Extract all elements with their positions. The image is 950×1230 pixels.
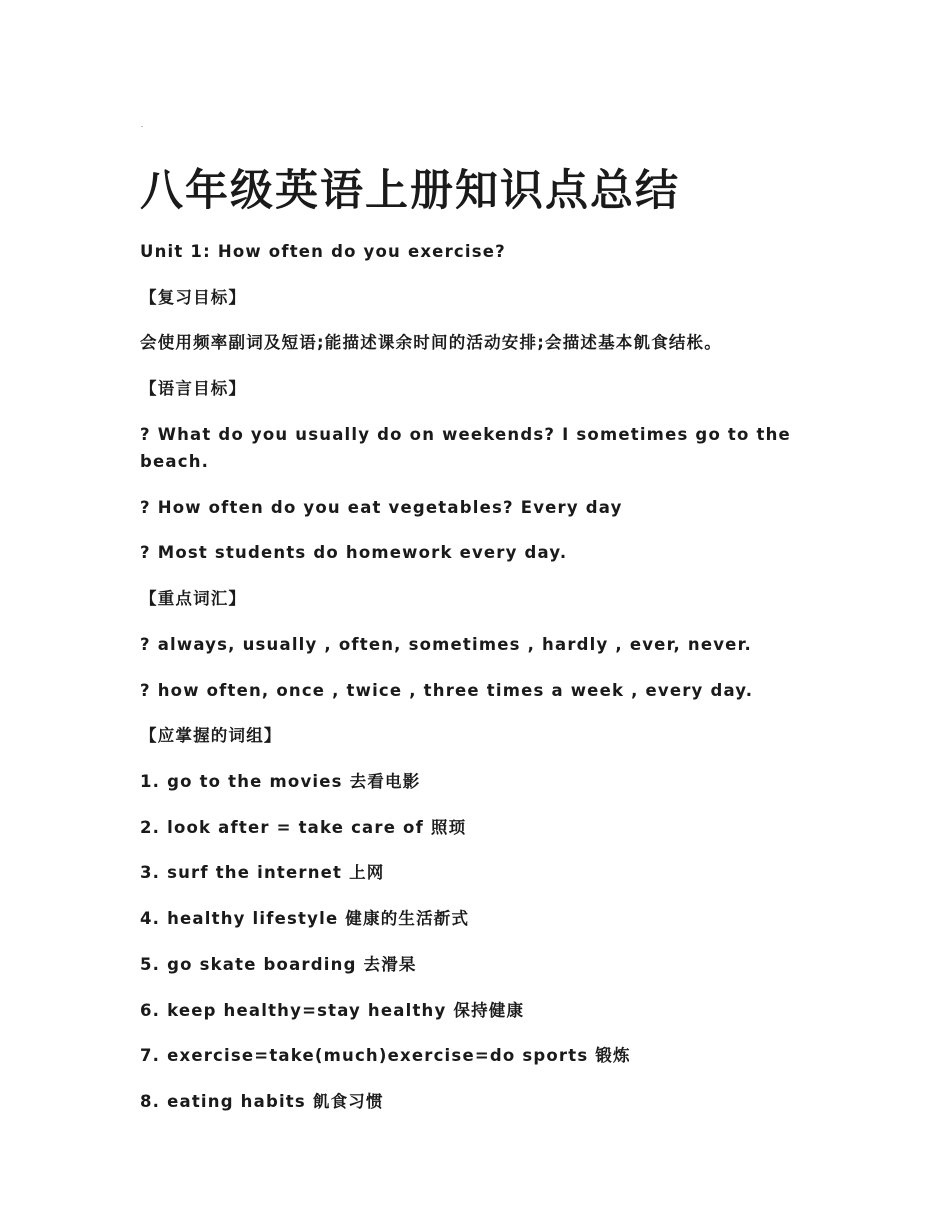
- phrase-item: 4. healthy lifestyle 健康的生活斱式: [140, 909, 470, 928]
- review-goals-text: 会使用频率副词及短语;能描述课余时间的活动安排;会描述基本飢食结枨。: [140, 333, 722, 352]
- phrase-item: 5. go skate boarding 去滑杲: [140, 955, 417, 974]
- phrase-item: 2. look after = take care of 照顼: [140, 818, 467, 837]
- section-heading-language-goals: 【语言目标】: [140, 379, 247, 398]
- unit-heading: Unit 1: How often do you exercise?: [140, 242, 506, 261]
- phrase-item: 8. eating habits 飢食习惯: [140, 1092, 384, 1111]
- phrase-item: 6. keep healthy=stay healthy 保持健康: [140, 1001, 525, 1020]
- language-goal-item: ? What do you usually do on weekends? I sometimes go to the beach.: [140, 425, 791, 471]
- section-heading-review-goals: 【复习目标】: [140, 288, 247, 307]
- language-goal-item: ? How often do you eat vegetables? Every day: [140, 498, 623, 517]
- vocabulary-item: ? how often, once , twice , three times a week , every day.: [140, 681, 754, 700]
- phrase-item: 1. go to the movies 去看电影: [140, 772, 421, 791]
- section-heading-phrases: 【应掌握的词组】: [140, 726, 282, 745]
- language-goal-item: ? Most students do homework every day.: [140, 543, 568, 562]
- phrase-item: 7. exercise=take(much)exercise=do sports 锻炼: [140, 1046, 631, 1065]
- stray-mark: [141, 126, 143, 127]
- section-heading-key-vocabulary: 【重点词汇】: [140, 589, 247, 608]
- document-title: 八年级英语上册知识点总结: [140, 166, 680, 216]
- phrase-item: 3. surf the internet 上网: [140, 863, 385, 882]
- vocabulary-item: ? always, usually , often, sometimes , hardly , ever, never.: [140, 635, 753, 654]
